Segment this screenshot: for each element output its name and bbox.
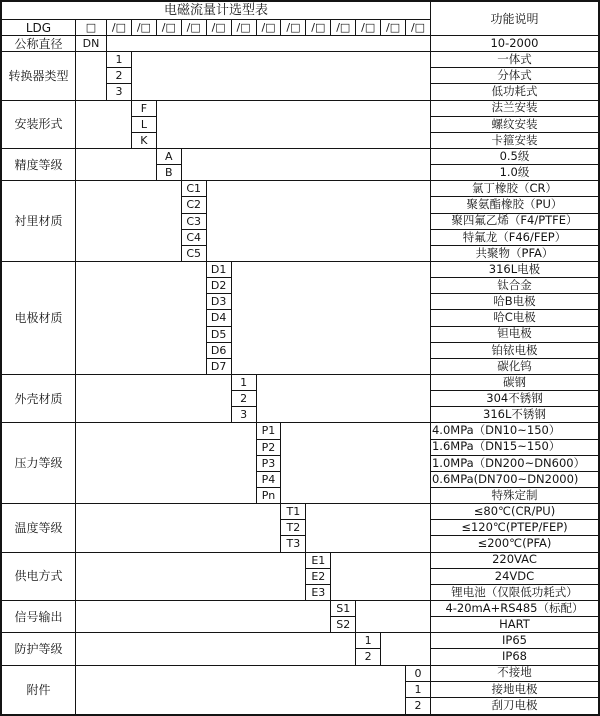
code-cell: P4 (257, 472, 282, 488)
desc-cell: 碳钢 (431, 375, 598, 391)
slot-box: /□ (132, 20, 157, 36)
desc-cell: 316L不锈钢 (431, 407, 598, 423)
code-cell: P1 (257, 423, 282, 439)
desc-cell: 共聚物（PFA） (431, 246, 598, 262)
row-label-installation: 安装形式 (2, 101, 76, 149)
row-label-pressure-rating: 压力等级 (2, 423, 76, 504)
code-cell: 3 (107, 84, 132, 100)
spacer-cell (182, 149, 431, 181)
desc-cell: 1.0MPa（DN200~DN600） (431, 456, 598, 472)
code-cell: S2 (331, 617, 356, 633)
desc-cell: 0.6MPa(DN700~DN2000) (431, 472, 598, 488)
row-label-accessories: 附件 (2, 666, 76, 714)
desc-cell: 4.0MPa（DN10~150） (431, 423, 598, 439)
code-cell: C5 (182, 246, 207, 262)
desc-cell: 1.6MPa（DN15~150） (431, 440, 598, 456)
row-label-liner-material: 衬里材质 (2, 181, 76, 262)
code-cell: P3 (257, 456, 282, 472)
desc-cell: 铂铱电极 (431, 343, 598, 359)
spacer-cell (257, 375, 431, 423)
desc-cell: 卡箍安装 (431, 133, 598, 149)
spacer-cell (76, 633, 356, 665)
slot-box: /□ (232, 20, 257, 36)
code-cell: D3 (207, 294, 232, 310)
spacer-cell (76, 423, 257, 504)
code-cell: A (157, 149, 182, 165)
desc-cell: 不接地 (431, 666, 598, 682)
slot-box: /□ (356, 20, 381, 36)
spacer-cell (76, 375, 232, 423)
code-cell: D4 (207, 310, 232, 326)
code-cell: C1 (182, 181, 207, 197)
desc-cell: 一体式 (431, 52, 598, 68)
code-cell: L (132, 117, 157, 133)
slot-box: /□ (281, 20, 306, 36)
desc-cell: 钛合金 (431, 278, 598, 294)
row-label-accuracy: 精度等级 (2, 149, 76, 181)
code-cell: 2 (107, 68, 132, 84)
row-label-diameter: 公称直径 (2, 36, 76, 52)
code-cell: 1 (356, 633, 381, 649)
row-label-electrode-material: 电极材质 (2, 262, 76, 375)
slot-box: /□ (182, 20, 207, 36)
function-description-header: 功能说明 (431, 2, 598, 36)
code-cell: 3 (232, 407, 257, 423)
row-label-signal-output: 信号输出 (2, 601, 76, 633)
desc-cell: 刮刀电极 (491, 698, 538, 713)
spacer-cell (76, 553, 306, 601)
code-cell: T3 (281, 536, 306, 552)
desc-cell: 钽电极 (431, 327, 598, 343)
desc-cell: 螺纹安装 (431, 117, 598, 133)
desc-cell: ≤80℃(CR/PU) (431, 504, 598, 520)
desc-cell: 氯丁橡胶（CR） (431, 181, 598, 197)
desc-cell: 哈B电极 (431, 294, 598, 310)
desc-cell: 碳化钨 (431, 359, 598, 375)
slot-box: /□ (207, 20, 232, 36)
spacer-cell (76, 601, 331, 633)
row-label-housing-material: 外壳材质 (2, 375, 76, 423)
code-cell: C2 (182, 197, 207, 213)
spacer-cell (76, 52, 107, 100)
spacer-cell (157, 101, 431, 149)
spacer-cell (207, 181, 431, 262)
slot-box: /□ (107, 20, 132, 36)
slot-box: /□ (306, 20, 331, 36)
spacer-cell (76, 149, 157, 181)
desc-cell: 锂电池（仅限低功耗式） (431, 585, 598, 601)
code-cell: K (132, 133, 157, 149)
row-label-converter-type: 转换器类型 (2, 52, 76, 100)
code-cell: 1 (232, 375, 257, 391)
code-cell: C4 (182, 230, 207, 246)
code-cell: B (157, 165, 182, 181)
code-cell: T2 (281, 520, 306, 536)
desc-cell: 220VAC (431, 553, 598, 569)
desc-cell: 特殊定制 (431, 488, 598, 504)
spacer-cell (381, 633, 431, 665)
code-cell: T1 (281, 504, 306, 520)
row-label-power-supply: 供电方式 (2, 553, 76, 601)
code-cell: E1 (306, 553, 331, 569)
desc-cell: 接地电极 (431, 682, 598, 698)
spacer-cell (232, 262, 431, 375)
code-cell: E2 (306, 569, 331, 585)
code-cell: 1 (107, 52, 132, 68)
spacer-cell (356, 601, 431, 633)
desc-cell: 聚氨酯橡胶（PU） (431, 197, 598, 213)
desc-cell: 低功耗式 (431, 84, 598, 100)
desc-cell: ≤120℃(PTEP/FEP) (431, 520, 598, 536)
desc-cell: 316L电极 (431, 262, 598, 278)
desc-cell: 特氟龙（F46/FEP） (431, 230, 598, 246)
code-cell: Pn (257, 488, 282, 504)
desc-cell: 分体式 (431, 68, 598, 84)
slot-box: /□ (406, 20, 431, 36)
model-box: □ (76, 20, 107, 36)
desc-cell: 304不锈钢 (431, 391, 598, 407)
desc-cell: IP65 (431, 633, 598, 649)
desc-cell: 1.0级 (431, 165, 598, 181)
model-prefix: LDG (2, 20, 76, 36)
spacer-cell (306, 504, 431, 552)
code-cell: DN (76, 36, 107, 52)
table-title: 电磁流量计选型表 (2, 2, 431, 20)
code-cell: D7 (207, 359, 232, 375)
desc-cell: 0.5级 (431, 149, 598, 165)
spacer-cell (76, 262, 207, 375)
code-cell: D1 (207, 262, 232, 278)
code-cell: 2 (406, 698, 431, 714)
spacer-cell (76, 101, 132, 149)
code-cell: 0 (406, 666, 431, 682)
code-cell: S1 (331, 601, 356, 617)
spacer-cell (76, 181, 182, 262)
code-cell: C3 (182, 214, 207, 230)
code-cell: D6 (207, 343, 232, 359)
slot-box: /□ (381, 20, 406, 36)
code-cell: P2 (257, 440, 282, 456)
slot-box: /□ (257, 20, 282, 36)
desc-cell: HART (431, 617, 598, 633)
spacer-cell (331, 553, 431, 601)
desc-cell: 法兰安装 (431, 101, 598, 117)
spacer-cell (132, 52, 431, 100)
code-cell: D5 (207, 327, 232, 343)
slot-box: /□ (157, 20, 182, 36)
spacer-cell (107, 36, 431, 52)
desc-cell: IP68 (431, 649, 598, 665)
code-cell: 2 (356, 649, 381, 665)
spacer-cell (281, 423, 431, 504)
desc-cell: 聚四氟乙烯（F4/PTFE） (431, 214, 598, 230)
desc-cell: ≤200℃(PFA) (431, 536, 598, 552)
spacer-cell (76, 504, 281, 552)
code-cell: 2 (232, 391, 257, 407)
code-cell: E3 (306, 585, 331, 601)
desc-cell: 4-20mA+RS485（标配） (431, 601, 598, 617)
row-label-temperature-rating: 温度等级 (2, 504, 76, 552)
desc-cell: 24VDC (431, 569, 598, 585)
row-label-protection-class: 防护等级 (2, 633, 76, 665)
spacer-cell (76, 666, 406, 714)
desc-cell: 10-2000 (431, 36, 598, 52)
code-cell: D2 (207, 278, 232, 294)
code-cell: F (132, 101, 157, 117)
desc-cell: 哈C电极 (431, 310, 598, 326)
slot-box: /□ (331, 20, 356, 36)
code-cell: 1 (406, 682, 431, 698)
